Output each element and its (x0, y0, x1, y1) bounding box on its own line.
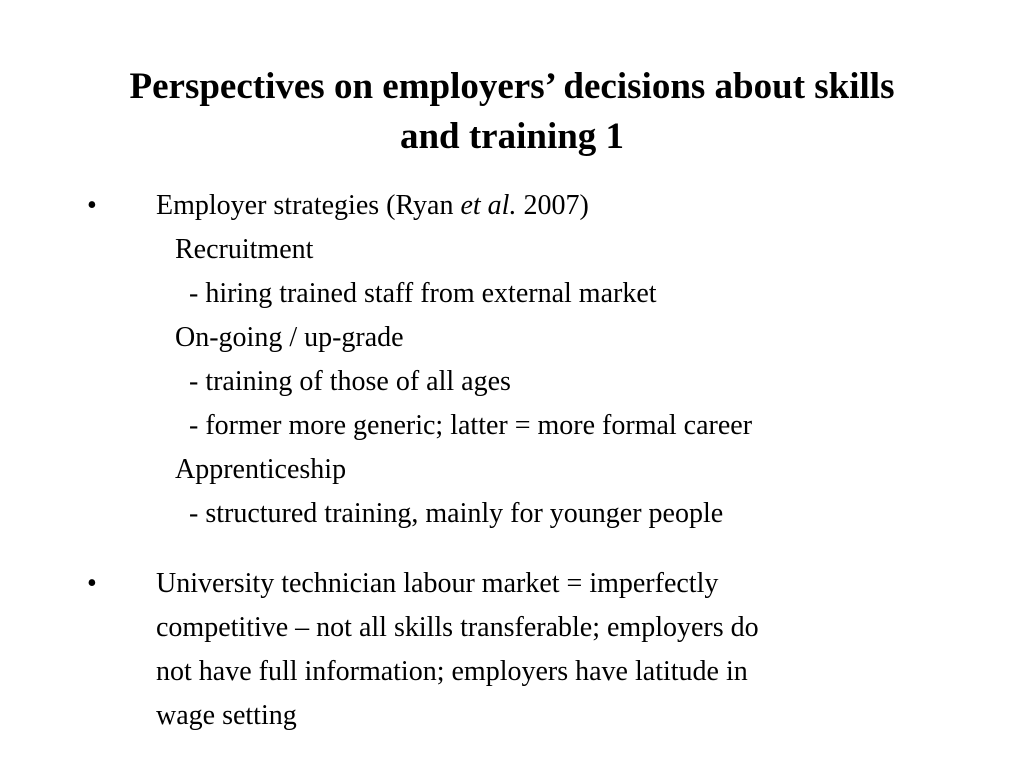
slide-title (20, 62, 1004, 162)
sub-item-apprenticeship: Apprenticeship (175, 454, 347, 485)
bullet-marker: • (87, 190, 97, 221)
bullet-text (156, 184, 752, 536)
lead-text: Employer strategies (Ryan (156, 190, 461, 221)
sub-detail-training-ages: - training of those of all ages (189, 366, 511, 397)
bullet-lead-line (156, 184, 752, 228)
title-line-1: Perspectives on employers’ decisions about skills (129, 66, 895, 107)
title-line-2: and training 1 (399, 116, 625, 157)
lead-italic-text: et al. (460, 190, 517, 221)
bullet-line: wage setting (156, 700, 297, 731)
sub-item-recruitment: Recruitment (175, 234, 314, 265)
bullet-line: University technician labour market = imperfectly (156, 568, 719, 599)
sub-detail-former-latter: - former more generic; latter = more formal career (189, 410, 753, 441)
sub-item-ongoing: On-going / up-grade (175, 322, 404, 353)
lead-year-text: 2007) (516, 190, 589, 221)
sub-detail-hiring: - hiring trained staff from external market (189, 278, 657, 309)
sub-detail-structured: - structured training, mainly for younger people (189, 498, 724, 529)
bullet-line: not have full information; employers have latitude in (156, 656, 748, 687)
bullet-marker: • (87, 568, 97, 599)
bullet-text (156, 562, 759, 738)
bullet-line: competitive – not all skills transferable; employers do (156, 612, 759, 643)
